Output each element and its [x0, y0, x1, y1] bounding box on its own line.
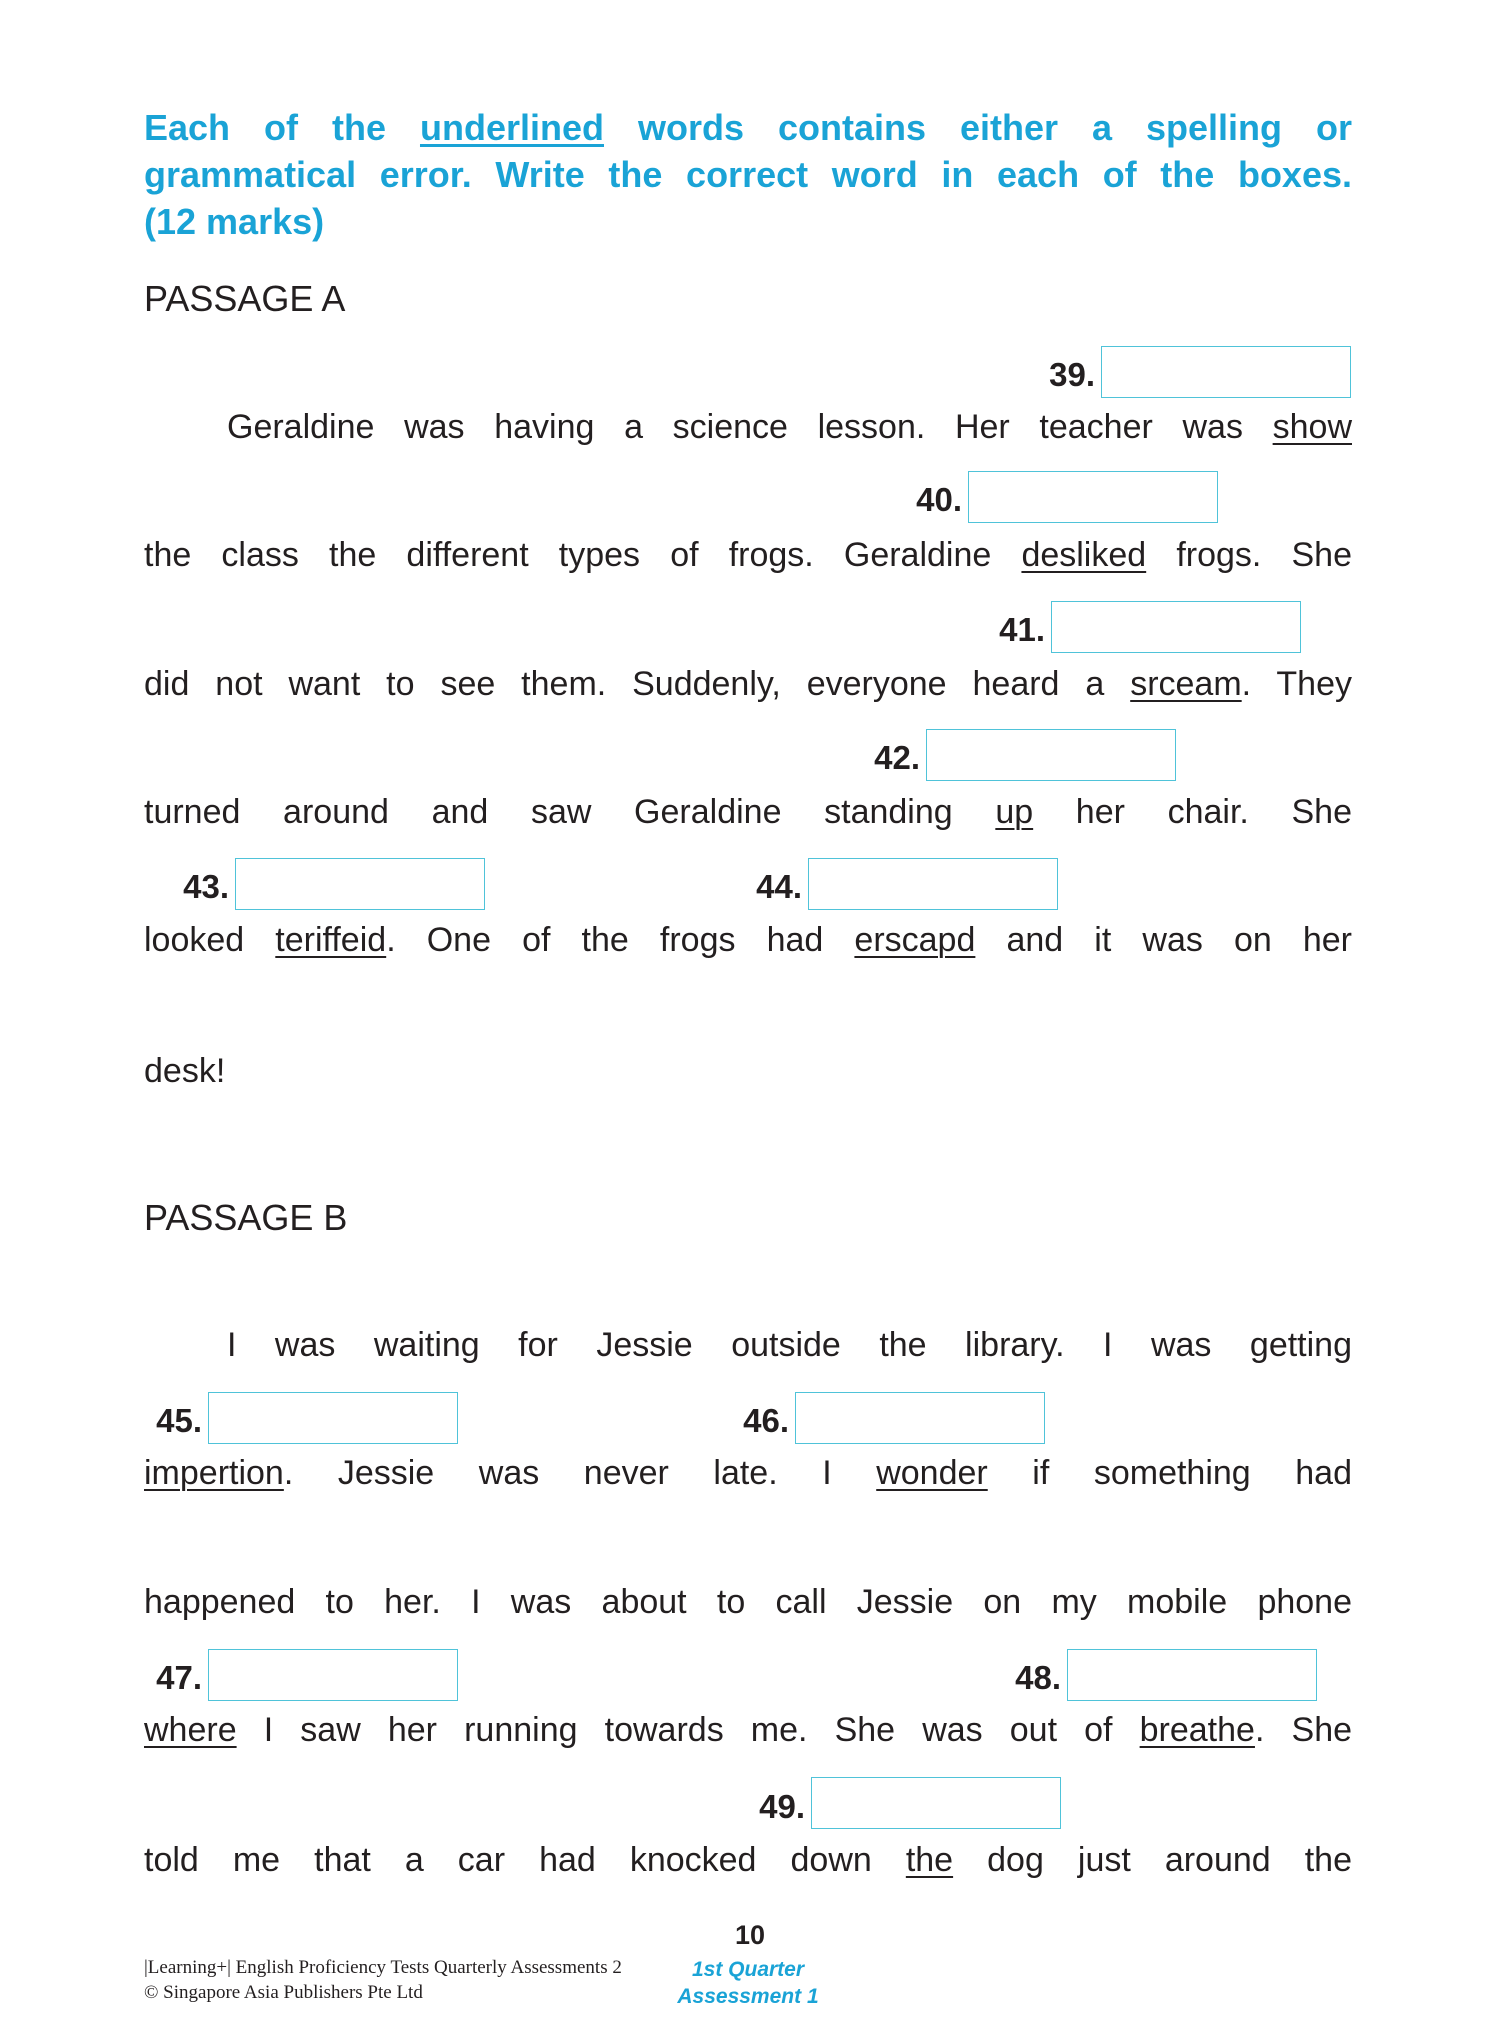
question-number-46: 46.	[743, 1402, 789, 1439]
text-segment: Geraldine was having a science lesson. Her teacher was	[227, 408, 1273, 446]
text-segment: the class the different types of frogs. Geraldine	[144, 536, 1022, 574]
instruction-line	[144, 151, 1352, 198]
answer-box-46[interactable]	[795, 1392, 1045, 1444]
text-segment: . She	[1254, 1711, 1353, 1749]
text-segment: frogs. She	[1146, 536, 1352, 574]
text-segment: and it was on her	[975, 921, 1352, 959]
answer-box-43[interactable]	[235, 858, 485, 910]
footer-assessment-label	[648, 1956, 848, 2010]
passage-line	[144, 920, 1352, 960]
text-segment: I was waiting for Jessie outside the library. I was getting	[227, 1326, 1352, 1364]
question-number-40: 40.	[916, 481, 962, 518]
text-segment: Each of the	[144, 107, 420, 148]
passage-line	[227, 407, 1352, 447]
question-number-47: 47.	[156, 1659, 202, 1696]
underlined-word: underlined	[419, 107, 604, 148]
underlined-word: where	[144, 1711, 237, 1749]
question-number-49: 49.	[759, 1788, 805, 1825]
instructions	[144, 104, 1352, 245]
footer-quarter: 1st Quarter	[691, 1958, 805, 1981]
text-segment: told me that a car had knocked down	[144, 1841, 906, 1879]
text-segment: her chair. She	[1033, 793, 1353, 831]
footer-series: |Learning+| English Proficiency Tests Quarterly Assessments 2	[144, 1957, 622, 1978]
text-segment: I saw her running towards me. She was out of	[236, 1711, 1140, 1749]
underlined-word: wonder	[876, 1454, 988, 1492]
text-segment: words contains either a spelling or	[604, 107, 1353, 148]
answer-box-41[interactable]	[1051, 601, 1301, 653]
question-number-39: 39.	[1049, 356, 1095, 393]
underlined-word: impertion	[144, 1454, 284, 1492]
answer-box-39[interactable]	[1101, 346, 1351, 398]
text-segment: looked	[144, 921, 276, 959]
text-segment: happened to her. I was about to call Jessie on my mobile phone	[144, 1583, 1352, 1621]
question-number-45: 45.	[156, 1402, 202, 1439]
answer-box-45[interactable]	[208, 1392, 458, 1444]
answer-box-48[interactable]	[1067, 1649, 1317, 1701]
instruction-line	[144, 104, 1352, 151]
text-segment: dog just around the	[953, 1841, 1352, 1879]
footer-copyright: © Singapore Asia Publishers Pte Ltd	[144, 1982, 423, 2003]
answer-box-40[interactable]	[968, 471, 1218, 523]
passage-line	[144, 535, 1352, 575]
text-segment: . They	[1241, 665, 1353, 703]
footer-assessment: Assessment 1	[677, 1985, 819, 2008]
underlined-word: erscapd	[854, 921, 976, 959]
text-segment: did not want to see them. Suddenly, everyone heard a	[144, 665, 1131, 703]
underlined-word: the	[905, 1841, 954, 1879]
page-number: 10	[734, 1920, 766, 1950]
instruction-line	[144, 198, 1352, 245]
answer-box-47[interactable]	[208, 1649, 458, 1701]
question-number-43: 43.	[183, 868, 229, 905]
text-segment: if something had	[987, 1454, 1352, 1492]
passage-line	[144, 792, 1352, 832]
text-segment: . Jessie was never late. I	[283, 1454, 877, 1492]
underlined-word: teriffeid	[275, 921, 387, 959]
passage-line	[144, 664, 1352, 704]
passage-line	[227, 1325, 1352, 1365]
text-segment: (12 marks)	[144, 201, 325, 242]
answer-box-44[interactable]	[808, 858, 1058, 910]
underlined-word: srceam	[1130, 665, 1242, 703]
passage-line	[144, 1582, 1352, 1622]
question-number-42: 42.	[874, 739, 920, 776]
passage-a-heading: PASSAGE A	[144, 278, 346, 319]
answer-box-49[interactable]	[811, 1777, 1061, 1829]
underlined-word: up	[995, 793, 1034, 831]
question-number-41: 41.	[999, 611, 1045, 648]
passage-b-heading: PASSAGE B	[144, 1197, 348, 1238]
question-number-48: 48.	[1015, 1659, 1061, 1696]
text-segment: turned around and saw Geraldine standing	[144, 793, 996, 831]
answer-box-42[interactable]	[926, 729, 1176, 781]
passage-line	[144, 1710, 1352, 1750]
question-number-44: 44.	[756, 868, 802, 905]
text-segment: grammatical error. Write the correct word in each of the boxes.	[144, 154, 1352, 195]
text-segment: . One of the frogs had	[386, 921, 855, 959]
passage-line	[144, 1840, 1352, 1880]
text-segment: desk!	[144, 1052, 226, 1090]
passage-line	[144, 1051, 1352, 1091]
underlined-word: desliked	[1021, 536, 1147, 574]
underlined-word: show	[1272, 408, 1352, 446]
underlined-word: breathe	[1139, 1711, 1255, 1749]
passage-line	[144, 1453, 1352, 1493]
footer-publisher	[144, 1955, 622, 2005]
